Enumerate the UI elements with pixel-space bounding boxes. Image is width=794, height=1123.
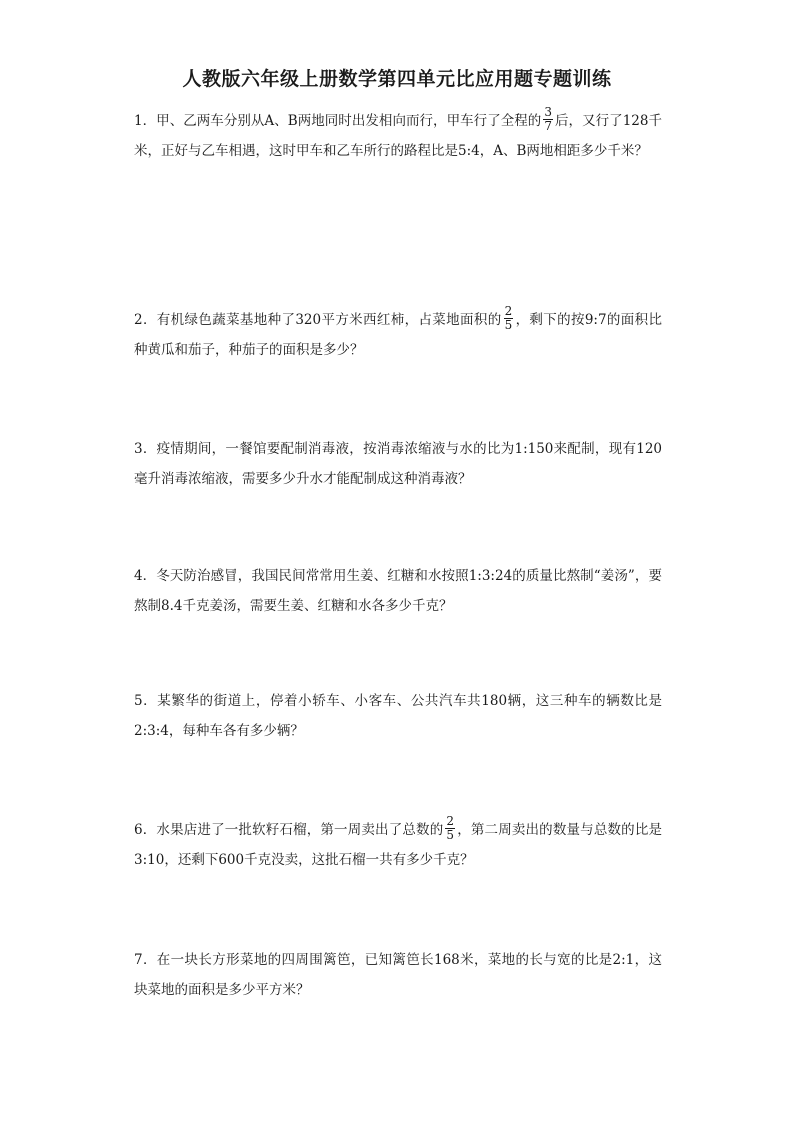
fraction: [445, 815, 455, 842]
problem-5: [134, 686, 662, 746]
problem-text: 3．疫情期间，一餐馆要配制消毒液，按消毒浓缩液与水的比为1:150来配制，现有120毫升消毒浓缩液，需要多少升水才能配制成这种消毒液？: [134, 441, 662, 487]
problem-text: ，第二周卖出的数量与总数的比是3:10，还剩下600千克没卖，这批石榴一共有多少千克？: [134, 822, 663, 868]
fraction-denominator: 7: [544, 119, 552, 133]
fraction-numerator: 3: [544, 105, 552, 119]
fraction-denominator: 5: [504, 318, 513, 332]
problem-7: [134, 945, 662, 1005]
page-title: 人教版六年级上册数学第四单元比应用题专题训练: [182, 68, 612, 90]
problem-3: [134, 434, 662, 494]
fraction: [543, 106, 553, 133]
fraction-denominator: 5: [446, 828, 455, 842]
problem-text: 后，又行了128千米，正好与乙车相遇，这时甲车和乙车所行的路程比是5:4，A、B两地相距多少千米？: [134, 113, 662, 159]
problem-text: 5．某繁华的街道上，停着小轿车、小客车、公共汽车共180辆，这三种车的辆数比是2:3:4，每种车各有多少辆？: [134, 693, 662, 739]
fraction: [504, 305, 514, 332]
problem-text: 2．有机绿色蔬菜基地种了320平方米西红柿，占菜地面积的: [134, 312, 502, 328]
problem-text: 4．冬天防治感冒，我国民间常常用生姜、红糖和水按照1:3:24的质量比熬制“姜汤”，要熬制8.4千克姜汤，需要生姜、红糖和水各多少千克？: [134, 568, 662, 614]
problem-text: 1．甲、乙两车分别从A、B两地同时出发相向而行，甲车行了全程的: [134, 113, 542, 129]
fraction-numerator: 2: [504, 304, 513, 318]
problem-text: ，剩下的按9:7的面积比种黄瓜和茄子，种茄子的面积是多少？: [134, 312, 662, 358]
problem-6: [134, 815, 662, 875]
problem-4: [134, 561, 662, 621]
problem-text: 7．在一块长方形菜地的四周围篱笆，已知篱笆长168米，菜地的长与宽的比是2:1，这块菜地的面积是多少平方米？: [134, 952, 662, 998]
problem-1: [134, 106, 662, 166]
problem-text: 6．水果店进了一批软籽石榴，第一周卖出了总数的: [134, 822, 444, 838]
problem-2: [134, 305, 662, 365]
fraction-numerator: 2: [446, 814, 455, 828]
